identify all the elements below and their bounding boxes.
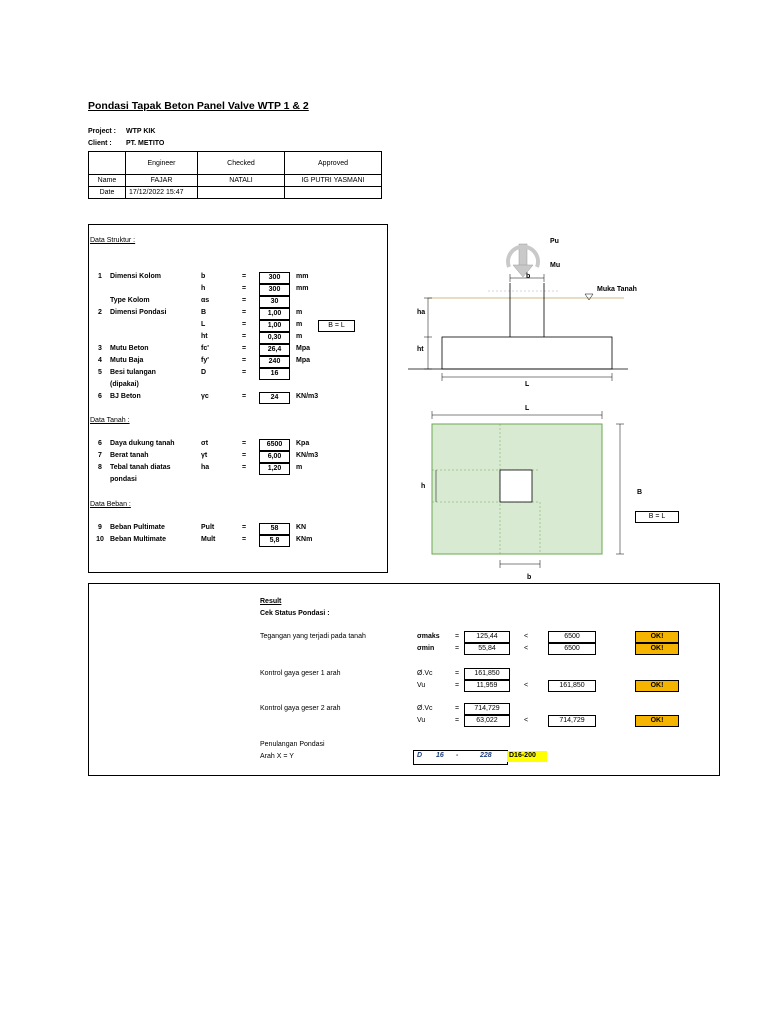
struktur-row-eq: = — [241, 309, 247, 316]
foundation-diagram — [388, 225, 678, 605]
tanah-row-sym: ha — [201, 464, 210, 471]
label-ht: ht — [417, 346, 424, 353]
struktur-row-no: 5 — [98, 369, 102, 376]
tanah-row-label: pondasi — [110, 476, 137, 483]
beban-row-value: 58 — [259, 523, 290, 535]
beban-row-no: 10 — [96, 536, 104, 543]
tanah-row-sym: γt — [201, 452, 208, 459]
signoff-date-empty1 — [198, 187, 285, 199]
geser2-phivc: 714,729 — [464, 703, 510, 715]
geser1-vu-sym: Vu — [417, 682, 426, 689]
geser2-lt: < — [524, 717, 529, 724]
struktur-row-eq: = — [241, 273, 247, 280]
struktur-row-unit: mm — [296, 273, 309, 280]
struktur-row-sym: B — [201, 309, 207, 316]
smax-limit: 6500 — [548, 631, 596, 643]
label-h-plan: h — [421, 483, 426, 490]
tanah-row-label: Daya dukung tanah — [110, 440, 175, 447]
geser2-phivc-eq: = — [455, 705, 460, 712]
label-b-plan: B — [637, 489, 643, 496]
result-frame — [88, 583, 720, 776]
struktur-row-value: 24 — [259, 392, 290, 404]
tanah-row-sym: σt — [201, 440, 209, 447]
smax-lt: < — [524, 633, 529, 640]
smin-value: 55,84 — [464, 643, 510, 655]
beban-row-sym: Pult — [201, 524, 215, 531]
tanah-row-label: Berat tanah — [110, 452, 149, 459]
struktur-row-unit: Mpa — [296, 357, 310, 364]
signoff-date-value: 17/12/2022 15:47 — [126, 187, 198, 199]
result-subheading: Cek Status Pondasi : — [260, 610, 330, 617]
beban-heading: Data Beban : — [90, 501, 131, 508]
struktur-row-sym: D — [201, 369, 207, 376]
signoff-date-label: Date — [89, 187, 126, 199]
struktur-row-value: 26,4 — [259, 344, 290, 356]
geser1-vu-eq: = — [455, 682, 460, 689]
penulangan-label: Penulangan Pondasi — [260, 741, 325, 748]
smin-eq: = — [455, 645, 460, 652]
project-label: Project : — [88, 128, 117, 135]
label-b-bottom: b — [527, 574, 532, 581]
tanah-heading: Data Tanah : — [90, 417, 130, 424]
ground-marker-icon — [585, 294, 593, 300]
signoff-header-approved: Approved — [285, 152, 382, 175]
tanah-row-label: Tebal tanah diatas — [110, 464, 171, 471]
struktur-row-sym: h — [201, 285, 206, 292]
struktur-row-unit: mm — [296, 285, 309, 292]
struktur-row-value: 16 — [259, 368, 290, 380]
signoff-corner — [89, 152, 126, 175]
rebar-d-val: 16 — [436, 752, 444, 759]
struktur-row-unit: m — [296, 309, 303, 316]
beban-row-sym: Mult — [201, 536, 216, 543]
struktur-row-sym: ht — [201, 333, 208, 340]
geser1-vu: 11,959 — [464, 680, 510, 692]
beban-row-unit: KNm — [296, 536, 313, 543]
struktur-row-sym: L — [201, 321, 206, 328]
geser1-phivc: 161,850 — [464, 668, 510, 680]
beban-row-value: 5,8 — [259, 535, 290, 547]
smax-value: 125,44 — [464, 631, 510, 643]
struktur-row-unit: Mpa — [296, 345, 310, 352]
geser1-label: Kontrol gaya geser 1 arah — [260, 670, 341, 677]
beban-row-eq: = — [241, 524, 247, 531]
struktur-row-eq: = — [241, 357, 247, 364]
tanah-row-value: 6500 — [259, 439, 290, 451]
signoff-date-empty2 — [285, 187, 382, 199]
struktur-row-value: 300 — [259, 272, 290, 284]
beban-row-unit: KN — [296, 524, 307, 531]
struktur-row-eq: = — [241, 393, 247, 400]
struktur-row-unit: KN/m3 — [296, 393, 319, 400]
smax-ok-badge: OK! — [635, 631, 679, 643]
struktur-row-sym: γc — [201, 393, 209, 400]
client-label: Client : — [88, 140, 112, 147]
struktur-row-eq: = — [241, 345, 247, 352]
tanah-row-eq: = — [241, 464, 247, 471]
struktur-row-sym: fc' — [201, 345, 209, 352]
label-mu: Mu — [550, 262, 561, 269]
tanah-row-value: 6,00 — [259, 451, 290, 463]
struktur-row-value: 300 — [259, 284, 290, 296]
tanah-row-unit: KN/m3 — [296, 452, 319, 459]
struktur-row-sym: αs — [201, 297, 210, 304]
struktur-row-no: 2 — [98, 309, 102, 316]
struktur-row-eq: = — [241, 369, 247, 376]
struktur-row-unit: m — [296, 321, 303, 328]
rebar-result: D16-200 — [509, 752, 536, 759]
geser2-vu-sym: Vu — [417, 717, 426, 724]
struktur-row-label: BJ Beton — [110, 393, 141, 400]
tanah-row-unit: m — [296, 464, 303, 471]
struktur-row-value: 240 — [259, 356, 290, 368]
signoff-header-engineer: Engineer — [126, 152, 198, 175]
geser1-phivc-eq: = — [455, 670, 460, 677]
beban-row-eq: = — [241, 536, 247, 543]
struktur-row-label: Mutu Baja — [110, 357, 144, 364]
plan-bl-box: B = L — [635, 511, 679, 523]
arah-label: Arah X = Y — [260, 753, 294, 760]
tanah-row-no: 6 — [98, 440, 102, 447]
struktur-row-no: 6 — [98, 393, 102, 400]
smin-lt: < — [524, 645, 529, 652]
struktur-row-label: Besi tulangan — [110, 369, 156, 376]
geser1-lt: < — [524, 682, 529, 689]
label-pu: Pu — [550, 238, 559, 245]
signoff-header-checked: Checked — [198, 152, 285, 175]
struktur-row-sym: fy' — [201, 357, 209, 364]
geser2-label: Kontrol gaya geser 2 arah — [260, 705, 341, 712]
struktur-row-value: 30 — [259, 296, 290, 308]
label-ha: ha — [417, 309, 426, 316]
geser1-phivc-sym: Ø.Vc — [417, 670, 433, 677]
label-muka-tanah: Muka Tanah — [597, 286, 637, 293]
geser1-ok-badge: OK! — [635, 680, 679, 692]
struktur-row-value: 0,30 — [259, 332, 290, 344]
geser2-vu: 63,022 — [464, 715, 510, 727]
struktur-row-label: (dipakai) — [110, 381, 139, 388]
client-value: PT. METITO — [126, 140, 165, 147]
beban-row-no: 9 — [98, 524, 102, 531]
struktur-row-eq: = — [241, 297, 247, 304]
struktur-heading: Data Struktur : — [90, 237, 136, 244]
label-l-section: L — [525, 381, 530, 388]
smax-sym: σmaks — [417, 633, 440, 640]
smin-ok-badge: OK! — [635, 643, 679, 655]
struktur-row-label: Type Kolom — [110, 297, 150, 304]
struktur-row-no: 1 — [98, 273, 102, 280]
geser2-ok-badge: OK! — [635, 715, 679, 727]
label-l-plan: L — [525, 405, 530, 412]
struktur-row-unit: m — [296, 333, 303, 340]
tanah-row-no: 7 — [98, 452, 102, 459]
rebar-spacing: 228 — [480, 752, 492, 759]
struktur-row-eq: = — [241, 321, 247, 328]
smin-sym: σmin — [417, 645, 435, 652]
penulangan-box — [413, 750, 508, 765]
geser1-limit: 161,850 — [548, 680, 596, 692]
label-b-column: b — [526, 273, 531, 280]
struktur-row-eq: = — [241, 333, 247, 340]
beban-row-label: Beban Multimate — [110, 536, 167, 543]
tanah-row-eq: = — [241, 452, 247, 459]
struktur-row-sym: b — [201, 273, 206, 280]
struktur-row-value: 1,00 — [259, 320, 290, 332]
struktur-row-no: 4 — [98, 357, 102, 364]
geser2-phivc-sym: Ø.Vc — [417, 705, 433, 712]
struktur-row-no: 3 — [98, 345, 102, 352]
geser2-limit: 714,729 — [548, 715, 596, 727]
struktur-row-label: Dimensi Kolom — [110, 273, 161, 280]
struktur-row-label: Dimensi Pondasi — [110, 309, 167, 316]
tanah-row-unit: Kpa — [296, 440, 310, 447]
column-plan — [500, 470, 532, 502]
struktur-row-value: 1,00 — [259, 308, 290, 320]
tanah-row-no: 8 — [98, 464, 102, 471]
struktur-row-label: Mutu Beton — [110, 345, 149, 352]
tanah-row-value: 1,20 — [259, 463, 290, 475]
project-value: WTP KIK — [126, 128, 156, 135]
struktur-row-eq: = — [241, 285, 247, 292]
signoff-name-label: Name — [89, 175, 126, 187]
bl-note-box: B = L — [318, 320, 355, 332]
signoff-table — [88, 151, 382, 199]
page-title: Pondasi Tapak Beton Panel Valve WTP 1 & 2 — [88, 100, 309, 112]
rebar-d-sym: D — [417, 752, 423, 759]
rebar-dash: - — [456, 752, 459, 759]
result-heading: Result — [260, 598, 282, 605]
smax-eq: = — [455, 633, 460, 640]
signoff-name-approved: IG PUTRI YASMANI — [285, 175, 382, 187]
signoff-name-checked: NATALI — [198, 175, 285, 187]
geser2-vu-eq: = — [455, 717, 460, 724]
signoff-name-engineer: FAJAR — [126, 175, 198, 187]
tegangan-label: Tegangan yang terjadi pada tanah — [260, 633, 366, 640]
smin-limit: 6500 — [548, 643, 596, 655]
load-arrow-icon — [508, 244, 538, 277]
tanah-row-eq: = — [241, 440, 247, 447]
beban-row-label: Beban Pultimate — [110, 524, 165, 531]
footing-section — [442, 337, 612, 369]
